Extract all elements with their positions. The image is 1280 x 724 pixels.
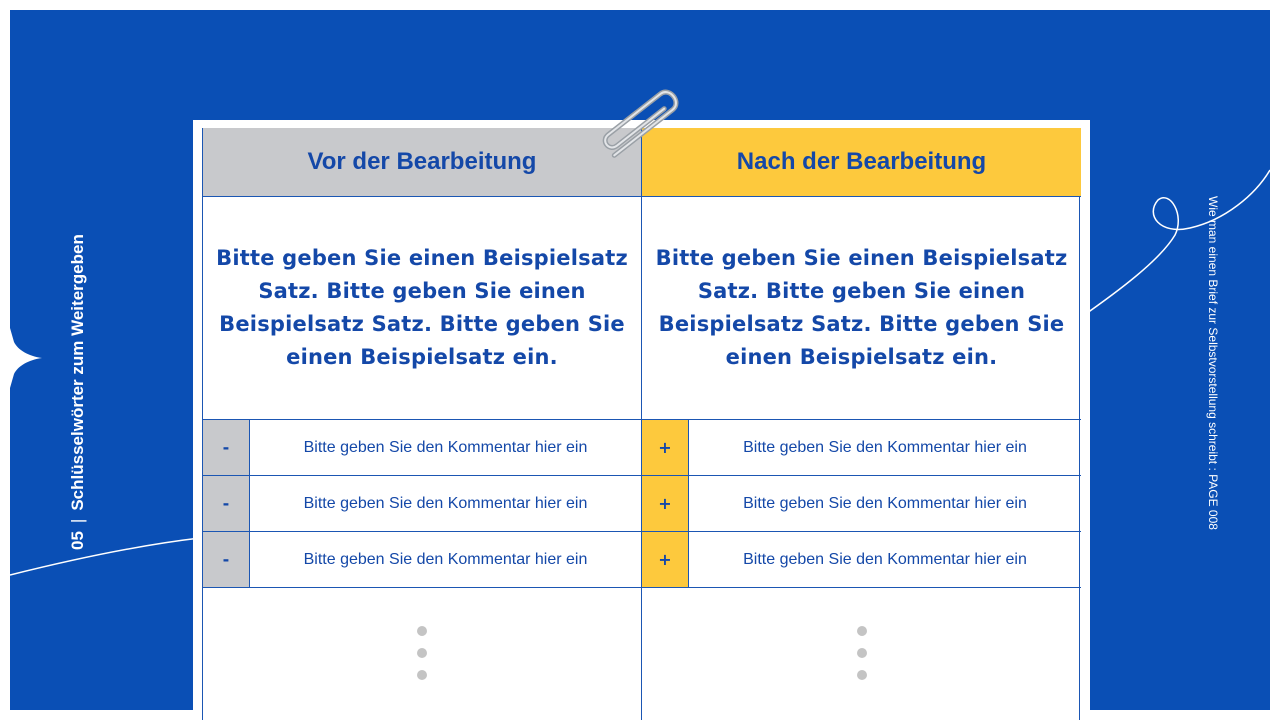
comment-text[interactable]: Bitte geben Sie den Kommentar hier ein — [743, 438, 1027, 456]
plus-marker: + — [642, 532, 689, 587]
minus-marker: - — [203, 532, 250, 587]
before-comment-row — [203, 532, 641, 588]
paperclip-icon — [580, 70, 700, 170]
side-notch — [10, 328, 42, 388]
plus-marker: + — [642, 420, 689, 475]
section-title: Schlüsselwörter zum Weitergeben — [68, 234, 87, 511]
after-header: Nach der Bearbeitung — [642, 128, 1081, 197]
plus-marker: + — [642, 476, 689, 531]
side-section-label — [68, 234, 88, 550]
minus-marker: - — [203, 420, 250, 475]
comment-text[interactable]: Bitte geben Sie den Kommentar hier ein — [743, 550, 1027, 568]
page-caption: Wie man einen Brief zur Selbstvorstellung schreibt : PAGE 008 — [1206, 196, 1220, 530]
comment-text[interactable]: Bitte geben Sie den Kommentar hier ein — [743, 494, 1027, 512]
comment-text[interactable]: Bitte geben Sie den Kommentar hier ein — [303, 550, 588, 568]
before-body-text: Bitte geben Sie einen Beispielsatz Satz. Bitte geben Sie einen Beispielsatz Satz. Bitte geben Sie einen Beispielsatz ein. — [203, 197, 641, 420]
after-column — [642, 128, 1081, 720]
comment-text[interactable]: Bitte geben Sie den Kommentar hier ein — [303, 438, 588, 456]
comment-text[interactable]: Bitte geben Sie den Kommentar hier ein — [303, 494, 588, 512]
before-comment-row — [203, 420, 641, 476]
after-comment-row — [642, 532, 1081, 588]
before-column — [203, 128, 642, 720]
before-header: Vor der Bearbeitung — [203, 128, 641, 197]
vertical-ellipsis-icon — [203, 620, 641, 686]
before-comment-row — [203, 476, 641, 532]
after-body-text: Bitte geben Sie einen Beispielsatz Satz. Bitte geben Sie einen Beispielsatz Satz. Bitte geben Sie einen Beispielsatz ein. — [642, 197, 1081, 420]
comparison-table — [202, 128, 1080, 720]
section-number: 05 — [68, 531, 87, 550]
vertical-ellipsis-icon — [642, 620, 1081, 686]
minus-marker: - — [203, 476, 250, 531]
section-separator: | — [68, 518, 87, 524]
after-comment-row — [642, 476, 1081, 532]
after-comment-row — [642, 420, 1081, 476]
